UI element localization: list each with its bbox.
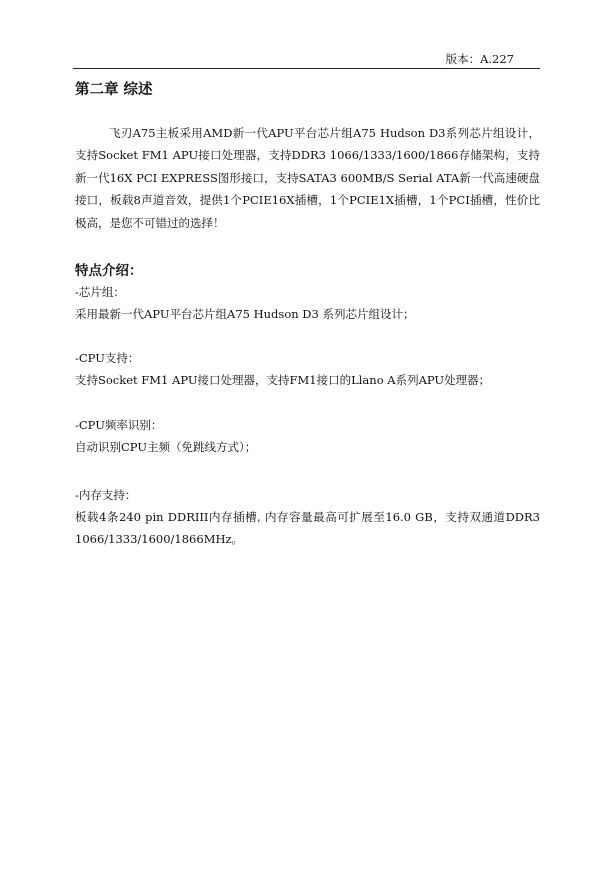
feature-label: -CPU频率识别： — [75, 418, 163, 432]
feature-description: 自动识别CPU主频（免跳线方式）； — [75, 440, 257, 454]
feature-description: 采用最新一代APU平台芯片组A75 Hudson D3 系列芯片组设计； — [75, 307, 415, 321]
feature-label: -内存支持： — [75, 488, 137, 502]
feature-description: 支持Socket FM1 APU接口处理器，支持FM1接口的Llano A系列APU处理器； — [75, 373, 491, 387]
feature-label: -芯片组： — [75, 285, 125, 299]
features-heading: 特点介绍： — [75, 263, 143, 279]
header-divider — [73, 68, 540, 69]
intro-paragraph: 飞刃A75主板采用AMD新一代APU平台芯片组A75 Hudson D3系列芯片组设计，支持Socket FM1 APU接口处理器，支持DDR3 1066/1333/1600/1866存储架构，支持新一代16X PCI EXPRESS图形接口，支持SATA3 600MB/S Serial ATA新一代高速硬盘接口，板载8声道音效，提供1个PCIE16X插槽，1个PCIE1X插槽，1个PCI插槽，性价比极高，是您不可错过的选择！ — [75, 126, 540, 230]
feature-chipset — [75, 281, 540, 325]
version-label: 版本：A.227 — [445, 52, 514, 66]
feature-description: 板载4条240 pin DDRIII内存插槽, 内存容量最高可扩展至16.0 GB，支持双通道DDR3 1066/1333/1600/1866MHz。 — [75, 510, 540, 546]
chapter-title: 第二章 综述 — [75, 82, 153, 98]
feature-cpu-support — [75, 347, 540, 391]
feature-cpu-frequency — [75, 414, 540, 458]
feature-memory-support — [75, 484, 540, 550]
feature-label: -CPU支持： — [75, 351, 140, 365]
